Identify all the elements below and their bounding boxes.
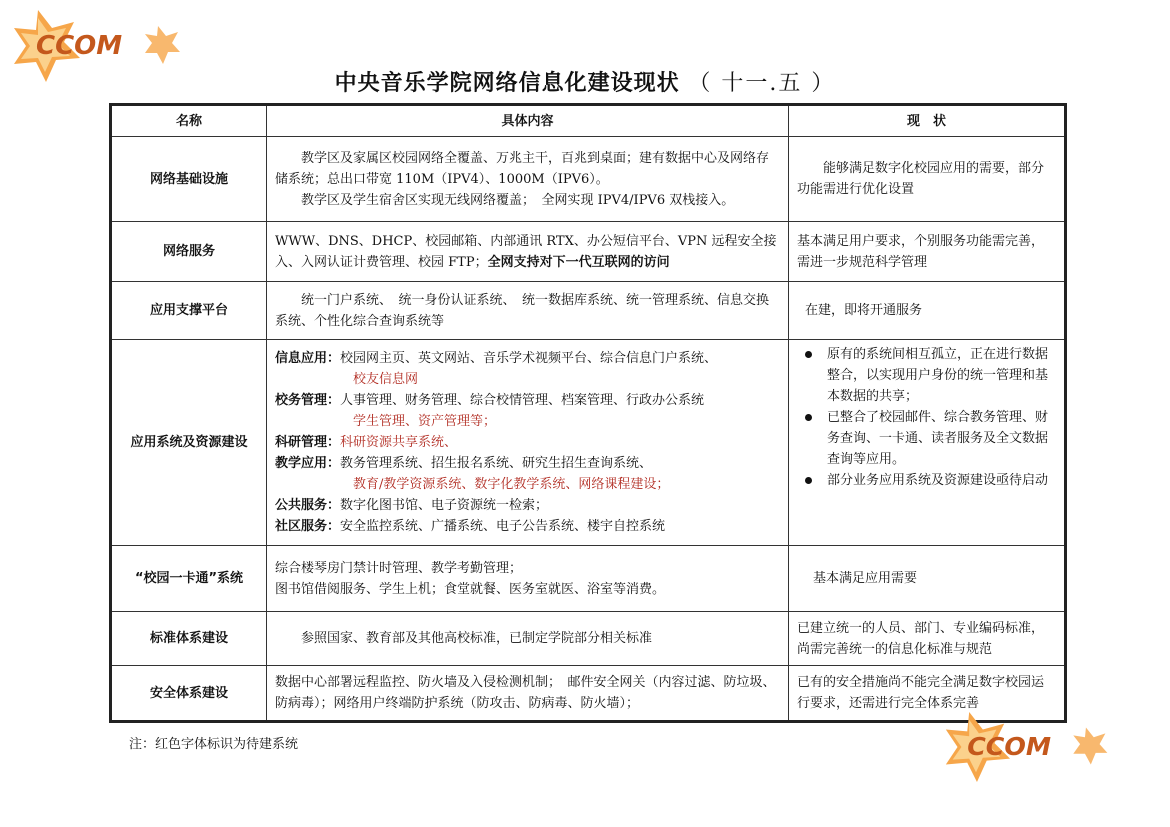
row-content: 教学区及家属区校园网络全覆盖、万兆主干，百兆到桌面；建有数据中心及网络存储系统；总出口带宽 110M（IPV4）、1000M（IPV6）。 教学区及学生宿舍区实现无线网络覆盖； 全网实现 IPV4/IPV6 双栈接入。	[267, 137, 789, 222]
row-status: 基本满足应用需要	[789, 546, 1066, 612]
status-bullet: 已整合了校园邮件、综合教务管理、财务查询、一卡通、读者服务及全文数据查询等应用。	[797, 407, 1056, 470]
table-row	[111, 546, 1066, 612]
row-status: 基本满足用户要求，个别服务功能需完善，需进一步规范科学管理	[789, 222, 1066, 282]
row-content: 综合楼琴房门禁计时管理、教学考勤管理； 图书馆借阅服务、学生上机；食堂就餐、医务室就医、浴室等消费。	[267, 546, 789, 612]
row-status: 能够满足数字化校园应用的需要，部分功能需进行优化设置	[789, 137, 1066, 222]
table-row	[111, 340, 1066, 546]
svg-text:CCOM: CCOM	[36, 31, 123, 61]
table-row	[111, 666, 1066, 722]
footnote: 注：红色字体标识为待建系统	[129, 737, 299, 752]
row-status: 已有的安全措施尚不能完全满足数字校园运行要求，还需进行完全体系完善	[789, 666, 1066, 722]
header-status: 现 状	[789, 105, 1066, 137]
row-content: 统一门户系统、 统一身份认证系统、 统一数据库系统、统一管理系统、信息交换系统、个性化综合查询系统等	[267, 282, 789, 340]
status-bullet: 部分业务应用系统及资源建设亟待启动	[797, 470, 1056, 491]
row-status: 在建，即将开通服务	[789, 282, 1066, 340]
table-row	[111, 612, 1066, 666]
header-content: 具体内容	[267, 105, 789, 137]
ccom-logo	[940, 708, 1120, 786]
row-status	[789, 340, 1066, 546]
row-content: 参照国家、教育部及其他高校标准，已制定学院部分相关标准	[267, 612, 789, 666]
row-status: 已建立统一的人员、部门、专业编码标准，尚需完善统一的信息化标准与规范	[789, 612, 1066, 666]
table-row	[111, 282, 1066, 340]
table-row	[111, 222, 1066, 282]
row-content: 数据中心部署远程监控、防火墙及入侵检测机制； 邮件安全网关（内容过滤、防垃圾、防病毒）；网络用户终端防护系统（防攻击、防病毒、防火墙）；	[267, 666, 789, 722]
row-name: 应用支撑平台	[111, 282, 267, 340]
row-name: 网络服务	[111, 222, 267, 282]
svg-text:CCOM: CCOM	[967, 731, 1052, 761]
row-name: 标准体系建设	[111, 612, 267, 666]
header-name: 名称	[111, 105, 267, 137]
status-table	[109, 103, 1067, 723]
table-row	[111, 137, 1066, 222]
row-content: WWW、DNS、DHCP、校园邮箱、内部通讯 RTX、办公短信平台、VPN 远程安全接入、入网认证计费管理、校园 FTP；全网支持对下一代互联网的访问	[267, 222, 789, 282]
title-period: （ 十一.五 ）	[688, 71, 836, 96]
row-name: 应用系统及资源建设	[111, 340, 267, 546]
table-header-row	[111, 105, 1066, 137]
row-name: 网络基础设施	[111, 137, 267, 222]
row-name: 安全体系建设	[111, 666, 267, 722]
row-content: 信息应用：校园网主页、英文网站、音乐学术视频平台、综合信息门户系统、 校友信息网 校务管理：人事管理、财务管理、综合校情管理、档案管理、行政办公系统 学生管理、资产管理等； 科研管理：科研资源共享系统、 教学应用：教务管理系统、招生报名系统、研究生招生查询系统、 教育/教学资源系统、数字化教学系统、网络课程建设； 公共服务：数字化图书馆、电子资源统一检索； 社区服务：安全监控系统、广播系统、电子公告系统、楼宇自控系统	[267, 340, 789, 546]
status-bullet: 原有的系统间相互孤立，正在进行数据整合，以实现用户身份的统一管理和基本数据的共享；	[797, 344, 1056, 407]
page-title: 中央音乐学院网络信息化建设现状 （ 十一.五 ）	[334, 70, 836, 96]
row-name: “校园一卡通”系统	[111, 546, 267, 612]
